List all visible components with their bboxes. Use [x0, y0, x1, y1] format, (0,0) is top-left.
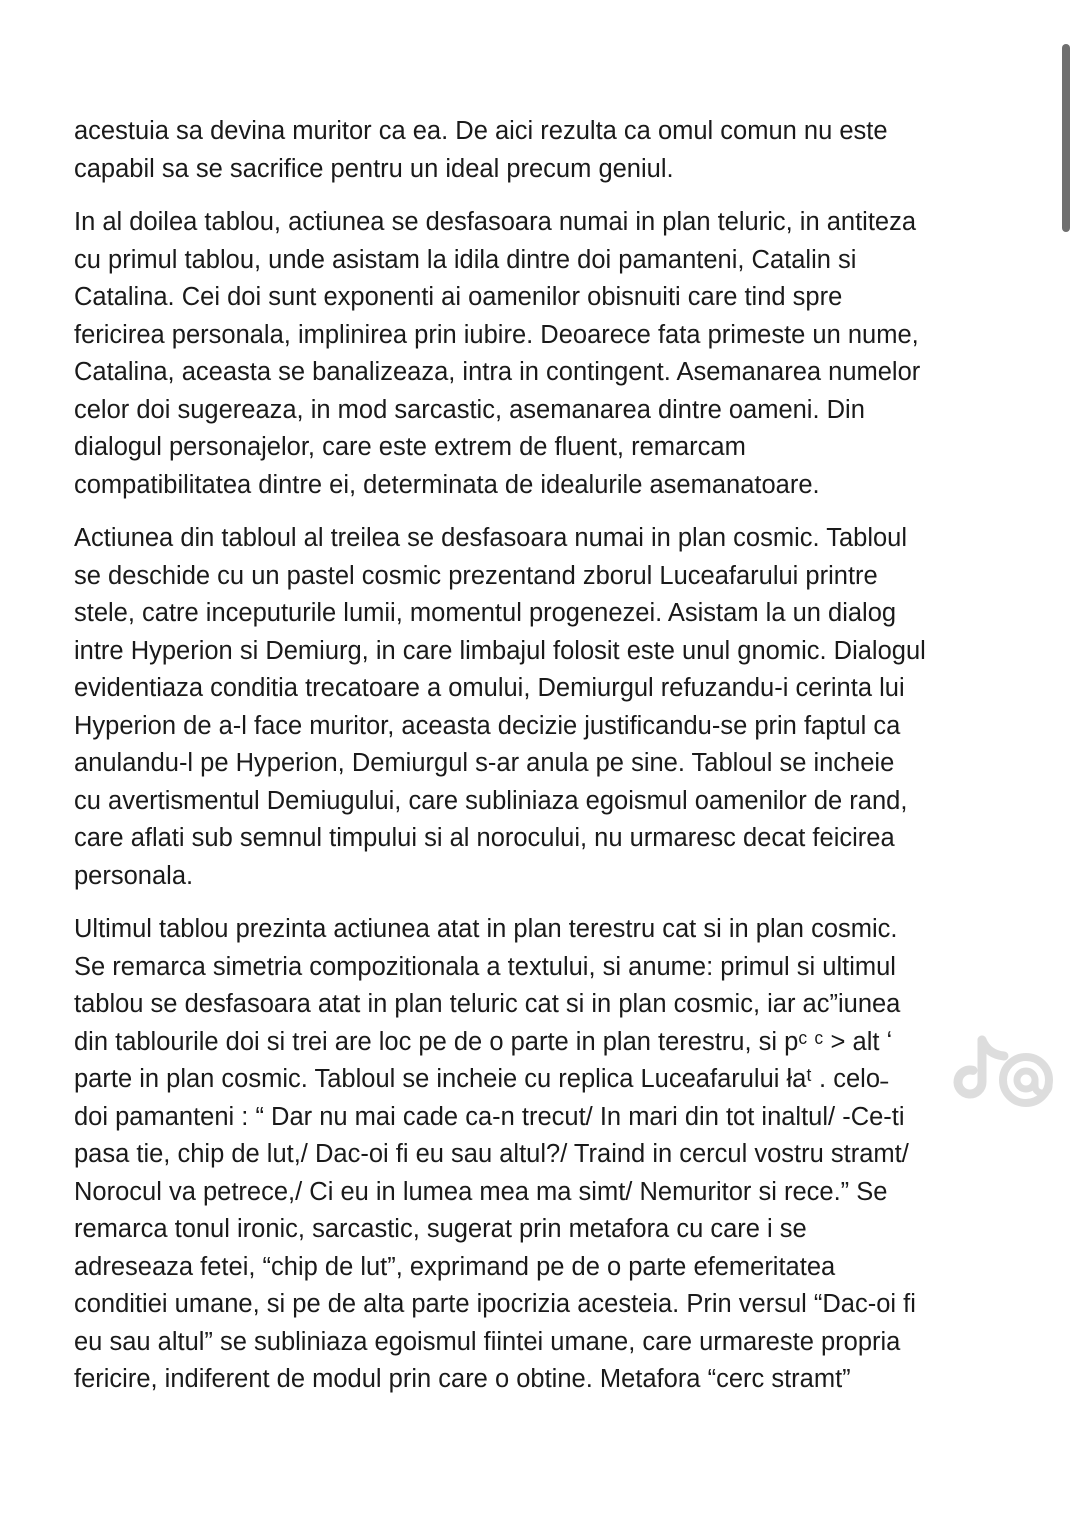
text-line: cu avertismentul Demiugului, care subliniaza egoismul oamenilor de rand, [74, 786, 908, 815]
text-line: capabil sa se sacrifice pentru un ideal precum geniul. [74, 154, 674, 183]
text-line: anulandu-l pe Hyperion, Demiurgul s-ar anula pe sine. Tabloul se incheie [74, 749, 895, 777]
document-body [74, 113, 1024, 1415]
text-line: fericirea personala, implinirea prin iubire. Deoarece fata primeste un nume, [74, 320, 919, 349]
text-line: intre Hyperion si Demiurg, in care limbajul folosit este unul gnomic. Dialogul [74, 636, 926, 665]
text-line: parte in plan cosmic. Tabloul se incheie cu replica Luceafarului łaᵗ . celo˗ [74, 1065, 889, 1093]
text-line: cu primul tablou, unde asistam la idila dintre doi pamanteni, Catalin si [74, 245, 857, 274]
text-line: tablou se desfasoara atat in plan teluric cat si in plan cosmic, iar ac”iunea [74, 990, 901, 1018]
text-line: acestuia sa devina muritor ca ea. De aici rezulta ca omul comun nu este [74, 117, 888, 145]
text-line: In al doilea tablou, actiunea se desfasoara numai in plan teluric, in antiteza [74, 208, 917, 236]
text-line: adreseaza fetei, “chip de lut”, exprimand pe de o parte efemeritatea [74, 1252, 836, 1281]
text-line: pasa tie, chip de lut,/ Dac-oi fi eu sau altul?/ Traind in cercul vostru stramt/ [74, 1140, 909, 1168]
text-line: conditiei umane, si pe de alta parte ipocrizia acesteia. Prin versul “Dac-oi fi [74, 1290, 916, 1318]
text-line: din tablourile doi si trei are loc pe de o parte in plan terestru, si pᶜ ᶜ ˃ alt ʻ [74, 1027, 893, 1056]
text-line: doi pamanteni : “ Dar nu mai cade ca-n trecut/ In mari din tot inaltul/ -Ce-ti [74, 1102, 905, 1131]
text-line: Catalina, aceasta se banalizeaza, intra in contingent. Asemanarea numelor [74, 358, 921, 386]
text-line: personala. [74, 861, 194, 890]
vertical-scrollbar[interactable] [1062, 44, 1070, 232]
text-line: remarca tonul ironic, sarcastic, sugerat prin metafora cu care i se [74, 1215, 807, 1243]
text-line: Ultimul tablou prezinta actiunea atat in plan terestru cat si in plan cosmic. [74, 915, 898, 943]
text-line: fericire, indiferent de modul prin care o obtine. Metafora “cerc stramt” [74, 1365, 851, 1393]
text-line: Se remarca simetria compozitionala a textului, si anume: primul si ultimul [74, 952, 896, 981]
text-line: se deschide cu un pastel cosmic prezentand zborul Luceafarului printre [74, 561, 878, 590]
text-line: eu sau altul” se subliniaza egoismul fiintei umane, care urmareste propria [74, 1327, 901, 1356]
paragraph-4 [74, 911, 1024, 1399]
text-line: evidentiaza conditia trecatoare a omului, Demiurgul refuzandu-i cerinta lui [74, 674, 905, 702]
paragraph-3 [74, 520, 1024, 895]
text-line: Norocul va petrece,/ Ci eu in lumea mea ma simt/ Nemuritor si rece.” Se [74, 1177, 888, 1206]
text-line: compatibilitatea dintre ei, determinata de idealurile asemanatoare. [74, 470, 820, 499]
paragraph-1 [74, 113, 1024, 188]
text-line: dialogul personajelor, care este extrem de fluent, remarcam [74, 433, 746, 461]
text-line: Catalina. Cei doi sunt exponenti ai oamenilor obisnuiti care tind spre [74, 283, 843, 311]
tiktok-watermark-icon [948, 1018, 1058, 1128]
text-line: celor doi sugereaza, in mod sarcastic, asemanarea dintre oameni. Din [74, 395, 865, 424]
paragraph-2 [74, 204, 1024, 504]
text-line: Hyperion de a-l face muritor, aceasta decizie justificandu-se prin faptul ca [74, 711, 901, 740]
text-line: care aflati sub semnul timpului si al norocului, nu urmaresc decat feicirea [74, 824, 895, 852]
text-line: stele, catre inceputurile lumii, momentul progenezei. Asistam la un dialog [74, 599, 897, 627]
text-line: Actiunea din tabloul al treilea se desfasoara numai in plan cosmic. Tabloul [74, 524, 908, 552]
